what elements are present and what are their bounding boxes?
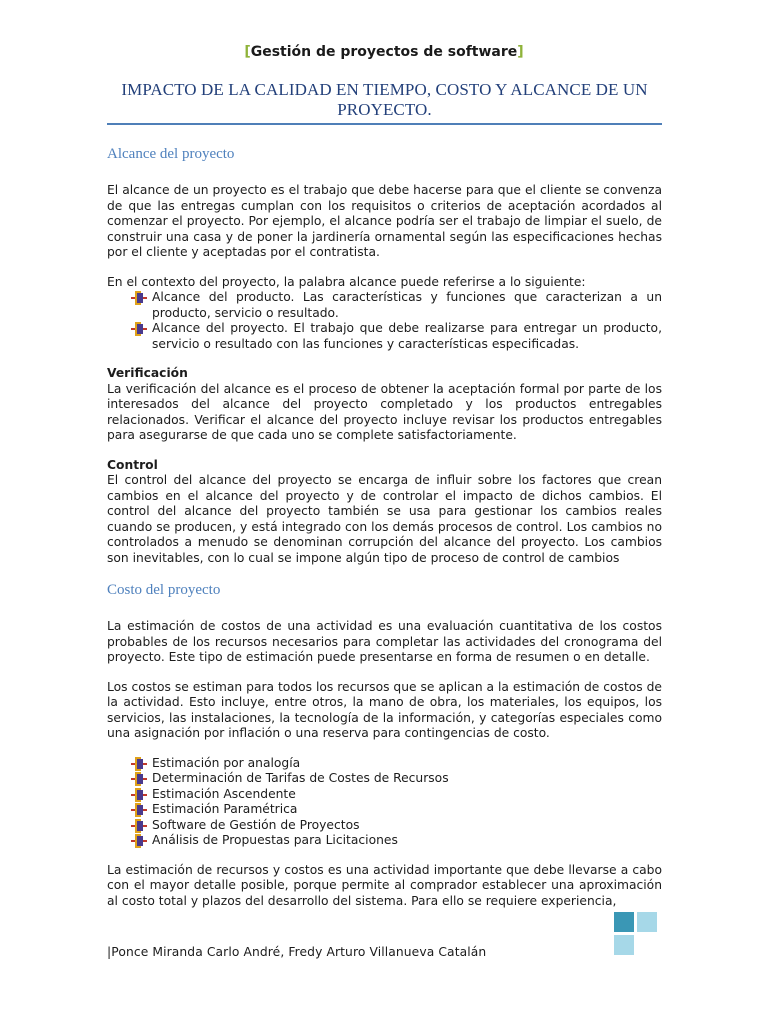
costo-paragraph-3: La estimación de recursos y costos es una actividad importante que debe llevarse a cabo con el mayor detalle posible, porque permite al comprador establecer una aproximación al costo total y plazos del desarrollo del sistema. Para ello se requiere experiencia, (107, 862, 662, 908)
header-bracket-left: [ (244, 44, 251, 60)
document-body (107, 140, 662, 909)
bullet-icon (131, 772, 147, 786)
costo-paragraph-1: La estimación de costos de una actividad es una evaluación cuantitativa de los costos probables de los recursos necesarios para completar las actividades del cronograma del proyecto. Este tipo de estimación puede presentarse en forma de resumen o en detalle. (107, 619, 662, 664)
section-heading-alcance: Alcance del proyecto (107, 146, 235, 162)
costo-list-item (131, 802, 662, 818)
header-bracket-right: ] (517, 44, 524, 60)
bullet-icon (131, 803, 147, 817)
list-item-text: Alcance del producto. Las características y funciones que caracterizan a un producto, servicio o resultado. (152, 290, 662, 320)
bullet-icon (131, 322, 147, 336)
costo-list-item (131, 833, 662, 849)
bullet-icon (131, 291, 147, 305)
list-item-text: Determinación de Tarifas de Costes de Recursos (152, 771, 449, 785)
alcance-list (107, 290, 662, 352)
alcance-paragraph-1: El alcance de un proyecto es el trabajo que debe hacerse para que el cliente se convenza de que las entregas cumplan con los requisitos o criterios de aceptación acordados al comenzar el proyecto. Por ejemplo, el alcance podría ser el trabajo de limpiar el suelo, de construir una casa y de poner la jardinería ornamental según las especificaciones hechas por el cliente y aceptadas por el contratista. (107, 183, 662, 259)
list-item-text: Software de Gestión de Proyectos (152, 817, 360, 832)
costo-list-item (131, 771, 662, 787)
alcance-list-item (131, 321, 662, 352)
decorative-squares-icon (614, 912, 664, 964)
verificacion-paragraph: La verificación del alcance es el proceso de obtener la aceptación formal por parte de los interesados del alcance del proyecto completado y los productos entregables relacionados. Verificar el alcance del proyecto incluye revisar los productos entregables para asegurarse de que cada uno se complete satisfactoriamente. (107, 381, 662, 442)
title-divider (107, 123, 662, 125)
list-item-text: Estimación Ascendente (152, 786, 296, 801)
page-header (0, 44, 768, 60)
costo-list-item (131, 756, 662, 772)
header-title: Gestión de proyectos de software (250, 44, 518, 60)
document-title: IMPACTO DE LA CALIDAD EN TIEMPO, COSTO Y ALCANCE DE UN PROYECTO. (121, 80, 648, 119)
alcance-list-item (131, 290, 662, 321)
costo-list-item (131, 787, 662, 803)
alcance-paragraph-2: En el contexto del proyecto, la palabra alcance puede referirse a lo siguiente: (107, 274, 586, 289)
bullet-icon (131, 819, 147, 833)
verificacion-title: Verificación (107, 366, 188, 380)
costo-list (107, 756, 662, 849)
bullet-icon (131, 834, 147, 848)
costo-list-item (131, 818, 662, 834)
list-item-text: Análisis de Propuestas para Licitaciones (152, 833, 398, 847)
section-heading-costo: Costo del proyecto (107, 582, 221, 598)
bullet-icon (131, 788, 147, 802)
costo-paragraph-2: Los costos se estiman para todos los recursos que se aplican a la estimación de costos de la actividad. Esto incluye, entre otros, la mano de obra, los materiales, los equipos, los servicios, las instalaciones, la tecnología de la información, y categorías especiales como una asignación por inflación o una reserva para contingencias de costo. (107, 679, 662, 740)
list-item-text: Estimación Paramétrica (152, 802, 298, 816)
footer-authors: Ponce Miranda Carlo André, Fredy Arturo Villanueva Catalán (111, 945, 487, 959)
footer-separator: | (107, 945, 112, 959)
list-item-text: Alcance del proyecto. El trabajo que debe realizarse para entregar un producto, servicio o resultado con las funciones y características especificadas. (152, 321, 662, 351)
control-paragraph: El control del alcance del proyecto se encarga de influir sobre los factores que crean cambios en el alcance del proyecto y de controlar el impacto de dichos cambios. El control del alcance del proyecto también se usa para gestionar los cambios reales cuando se producen, y está integrado con los demás procesos de control. Los cambios no controlados a menudo se denominan corrupción del alcance del proyecto. Los cambios son inevitables, con lo cual se impone algún tipo de proceso de control de cambios (107, 473, 662, 565)
list-item-text: Estimación por analogía (152, 755, 301, 770)
bullet-icon (131, 757, 147, 771)
control-title: Control (107, 457, 158, 472)
page-footer (107, 945, 486, 959)
